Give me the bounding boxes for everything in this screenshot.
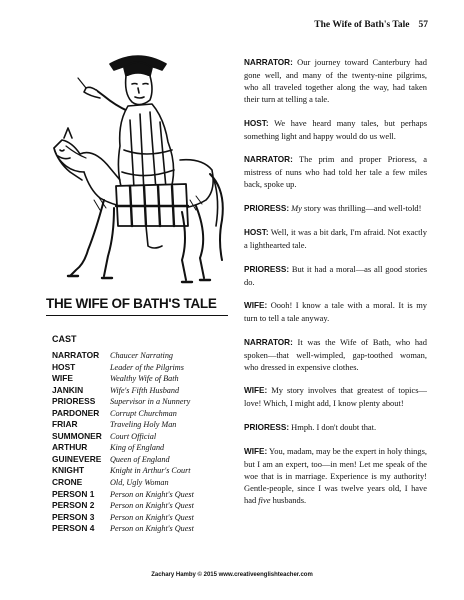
- dialogue-text: The prim and proper Prioress, a mistress of nuns who had told her tale a few miles back, spoke up.: [244, 154, 427, 189]
- cast-role: PARDONER: [52, 407, 100, 418]
- dialogue-line: [244, 56, 427, 105]
- dialogue-line: [244, 336, 427, 373]
- dialogue-text: It was the Wife of Bath, who had spoken—that well-wimpled, gap-toothed woman, who dressed in expensive clothes.: [244, 336, 428, 372]
- cast-role: PERSON 2: [52, 500, 95, 511]
- cast-row: [52, 500, 242, 512]
- cast-description: King of England: [110, 443, 165, 453]
- running-header: [314, 20, 428, 30]
- cast-list: [52, 350, 242, 535]
- dialogue-emphasis: five: [258, 495, 271, 505]
- cast-role: PRIORESS: [52, 396, 96, 407]
- speaker-name: WIFE:: [244, 386, 268, 395]
- dialogue-line: [244, 384, 427, 409]
- cast-row: [52, 512, 242, 524]
- dialogue-text: Well, it was a bit dark, I'm afraid. Not exactly a lighthearted tale.: [244, 227, 427, 250]
- speaker-name: NARRATOR:: [244, 337, 293, 347]
- page-number: 57: [418, 20, 428, 30]
- cast-row: [52, 442, 242, 454]
- dialogue-line: [244, 263, 427, 288]
- cast-description: Corrupt Churchman: [110, 408, 177, 418]
- dialogue-line: [244, 117, 427, 142]
- cast-role: PERSON 1: [52, 488, 95, 499]
- wife-of-bath-on-horse-woodcut: [50, 50, 226, 290]
- cast-role: NARRATOR: [52, 350, 100, 360]
- cast-row: [52, 396, 242, 408]
- dialogue-text: But it had a moral—as all good stories do.: [244, 263, 428, 287]
- dialogue-text-end: husbands.: [270, 495, 307, 505]
- cast-row: [52, 385, 242, 397]
- copyright-footer: Zachary Hamby © 2015 www.creativeenglishteacher.com: [151, 572, 313, 578]
- dialogue-text: My story involves that greatest of topics—love! Which, I might add, I know plenty about!: [244, 385, 427, 408]
- cast-role: HOST: [52, 361, 76, 372]
- speaker-name: HOST:: [244, 118, 269, 128]
- speaker-name: PRIORESS:: [244, 422, 290, 432]
- speaker-name: PRIORESS:: [244, 203, 290, 213]
- speaker-name: HOST:: [244, 228, 269, 237]
- dialogue-line: [244, 299, 427, 324]
- dialogue-text: You, madam, may be the expert in holy things, but I am an expert, too—in men! Let me speak of the woe that is in marriage. Experience is my authority! Gentle-people, since I was twelve years old, I have had: [244, 446, 428, 505]
- cast-role: ARTHUR: [52, 442, 88, 453]
- cast-description: Chaucer Narrating: [110, 351, 174, 360]
- cast-role: PERSON 4: [52, 523, 95, 534]
- cast-row: [52, 373, 242, 385]
- dialogue-line: [244, 202, 427, 215]
- speaker-name: PRIORESS:: [244, 264, 290, 274]
- cast-row: [52, 477, 242, 489]
- cast-description: Court Official: [110, 431, 157, 441]
- cast-description: Wife's Fifth Husband: [110, 385, 180, 395]
- cast-row: [52, 465, 242, 477]
- cast-role: KNIGHT: [52, 465, 85, 476]
- cast-role: GUINEVERE: [52, 453, 102, 464]
- dialogue-line: [244, 153, 427, 190]
- cast-row: [52, 350, 242, 362]
- dialogue-emphasis: My: [291, 202, 302, 213]
- cast-role: JANKIN: [52, 384, 84, 395]
- cast-row: [52, 419, 242, 431]
- cast-role: PERSON 3: [52, 511, 95, 522]
- cast-row: [52, 408, 242, 420]
- cast-heading: CAST: [52, 334, 77, 344]
- cast-description: Traveling Holy Man: [110, 420, 177, 430]
- speaker-name: NARRATOR:: [244, 155, 293, 164]
- dialogue-line: [244, 226, 427, 251]
- speaker-name: WIFE:: [244, 301, 268, 310]
- cast-row: [52, 431, 242, 443]
- running-title: The Wife of Bath's Tale: [314, 20, 410, 30]
- cast-description: Person on Knight's Quest: [110, 501, 194, 511]
- speaker-name: WIFE:: [244, 447, 268, 456]
- dialogue-text: Oooh! I know a tale with a moral. It is my turn to tell a tale anyway.: [244, 300, 427, 323]
- dialogue-text: Our journey toward Canterbury had gone well, and many of the twenty-nine pilgrims, who all traveled together along the way, had taken their turn at telling a tale.: [244, 57, 427, 104]
- story-title: THE WIFE OF BATH'S TALE: [46, 296, 228, 316]
- cast-description: Person on Knight's Quest: [110, 512, 194, 522]
- cast-description: Queen of England: [110, 454, 170, 464]
- cast-description: Leader of the Pilgrims: [110, 362, 184, 372]
- cast-row: [52, 362, 242, 374]
- cast-row: [52, 523, 242, 535]
- speaker-name: NARRATOR:: [244, 58, 293, 67]
- cast-description: Wealthy Wife of Bath: [110, 374, 179, 384]
- dialogue-column: [244, 56, 427, 518]
- cast-description: Supervisor in a Nunnery: [110, 397, 191, 407]
- cast-role: CRONE: [52, 477, 83, 488]
- cast-description: Knight in Arthur's Court: [110, 466, 191, 476]
- dialogue-line: [244, 421, 427, 434]
- dialogue-text: story was thrilling—and well-told!: [301, 202, 422, 213]
- cast-description: Person on Knight's Quest: [110, 489, 194, 499]
- cast-row: [52, 454, 242, 466]
- dialogue-text: Hmph. I don't doubt that.: [291, 421, 377, 432]
- cast-role: WIFE: [52, 373, 73, 384]
- cast-description: Old, Ugly Woman: [110, 478, 169, 488]
- dialogue-line: [244, 445, 427, 506]
- cast-role: SUMMONER: [52, 430, 102, 441]
- dialogue-text: We have heard many tales, but perhaps something light and happy would do us well.: [244, 117, 427, 141]
- cast-role: FRIAR: [52, 419, 78, 430]
- cast-description: Person on Knight's Quest: [110, 524, 194, 534]
- cast-row: [52, 489, 242, 501]
